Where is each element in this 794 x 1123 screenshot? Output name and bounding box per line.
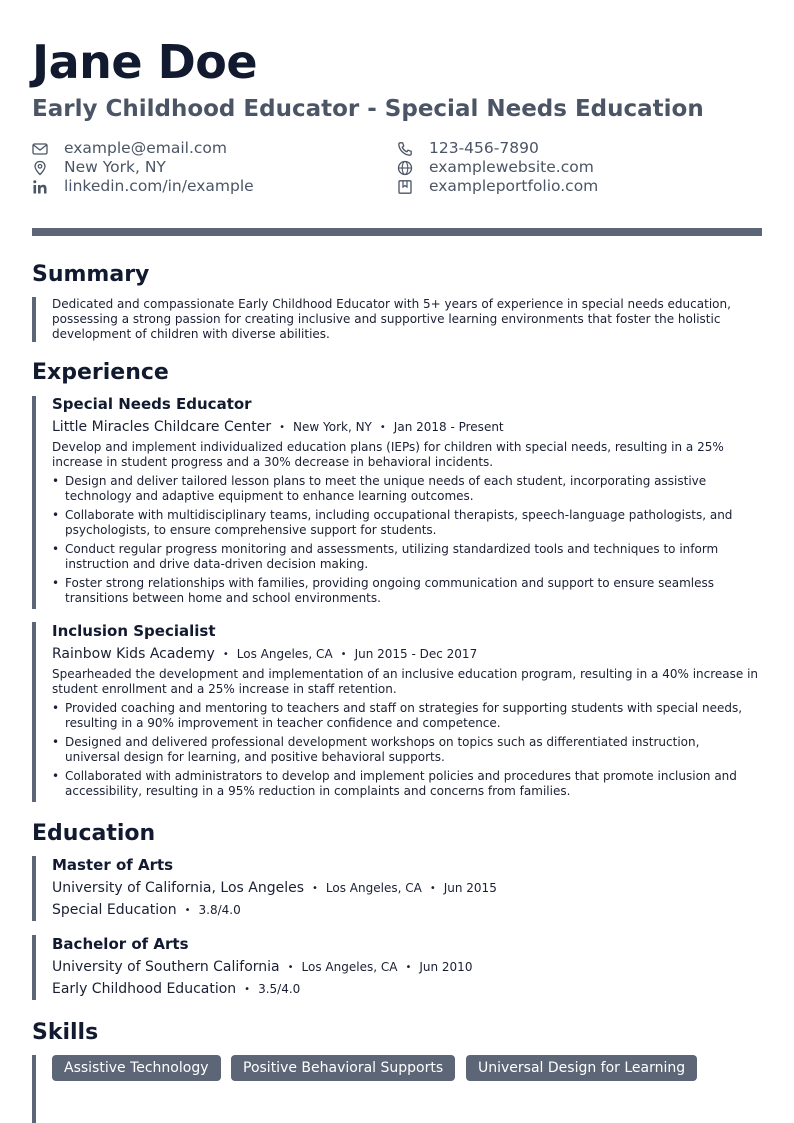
edu-2-field-line: Early Childhood Education • 3.5/4.0 (52, 981, 301, 997)
skill-chip: Universal Design for Learning (466, 1055, 697, 1081)
edu-2-school: University of Southern California (52, 959, 280, 975)
job-2-dates: Jun 2015 - Dec 2017 (354, 647, 478, 661)
edu-1-field: Special Education (52, 902, 177, 918)
email-text: example@email.com (64, 139, 227, 157)
experience-heading: Experience (32, 360, 169, 385)
edu-2-field: Early Childhood Education (52, 981, 237, 997)
edu-2-location: Los Angeles, CA (301, 960, 398, 974)
skill-chip: Assistive Technology (52, 1055, 221, 1081)
job-1-dates: Jan 2018 - Present (393, 420, 504, 434)
header-divider (32, 228, 762, 236)
phone-text: 123-456-7890 (429, 139, 539, 157)
job-1-org-line: Little Miracles Childcare Center • New York, NY • Jan 2018 - Present (52, 419, 504, 435)
website-text: examplewebsite.com (429, 158, 594, 176)
job-1-role: Special Needs Educator (52, 395, 252, 413)
summary-text: Dedicated and compassionate Early Childhood Educator with 5+ years of experience in special needs education, possessing a strong passion for creating inclusive and supportive learning environments that foster the holistic development of children with diverse abilities. (52, 297, 731, 341)
edu-1-degree: Master of Arts (52, 856, 174, 874)
edu-2-gpa: 3.5/4.0 (258, 982, 301, 996)
candidate-title: Early Childhood Educator - Special Needs Education (32, 96, 704, 122)
map-pin-icon (32, 160, 48, 176)
job-1-location: New York, NY (293, 420, 372, 434)
education-heading: Education (32, 821, 156, 846)
job-1-description: Develop and implement individualized education plans (IEPs) for children with special needs, resulting in a 25% increase in student progress and a 30% decrease in behavioral incidents. (52, 440, 724, 469)
summary-heading: Summary (32, 262, 150, 287)
edu-2-date: Jun 2010 (419, 960, 473, 974)
summary-accent-bar (32, 297, 36, 342)
edu-1-gpa: 3.8/4.0 (198, 903, 241, 917)
envelope-icon (32, 141, 48, 157)
candidate-name: Jane Doe (32, 35, 258, 89)
edu-1-school: University of California, Los Angeles (52, 880, 305, 896)
skills-accent-bar (32, 1055, 36, 1123)
location-text: New York, NY (64, 158, 166, 176)
edu-1-school-line: University of California, Los Angeles • Los Angeles, CA • Jun 2015 (52, 880, 497, 896)
portfolio-text: exampleportfolio.com (429, 177, 599, 195)
edu-2-school-line: University of Southern California • Los Angeles, CA • Jun 2010 (52, 959, 473, 975)
edu-1-date: Jun 2015 (443, 881, 497, 895)
linkedin-icon (32, 179, 48, 195)
job-1-org: Little Miracles Childcare Center (52, 419, 272, 435)
job-1-accent-bar (32, 396, 36, 609)
edu-1-location: Los Angeles, CA (325, 881, 422, 895)
edu-1-field-line: Special Education • 3.8/4.0 (52, 902, 241, 918)
linkedin-text: linkedin.com/in/example (64, 177, 254, 195)
edu-2-accent-bar (32, 935, 36, 1000)
skill-chip: Positive Behavioral Supports (231, 1055, 455, 1081)
skills-heading: Skills (32, 1020, 99, 1045)
job-2-org: Rainbow Kids Academy (52, 646, 215, 662)
globe-icon (397, 160, 413, 176)
phone-icon (397, 141, 413, 157)
edu-2-degree: Bachelor of Arts (52, 935, 189, 953)
bookmark-icon (397, 179, 413, 195)
job-2-location: Los Angeles, CA (236, 647, 333, 661)
edu-1-accent-bar (32, 856, 36, 921)
job-2-description: Spearheaded the development and implementation of an inclusive education program, resulting in a 40% increase in student enrollment and a 25% increase in staff retention. (52, 667, 759, 696)
job-2-role: Inclusion Specialist (52, 622, 216, 640)
job-2-accent-bar (32, 622, 36, 802)
job-2-org-line: Rainbow Kids Academy • Los Angeles, CA • Jun 2015 - Dec 2017 (52, 646, 478, 662)
